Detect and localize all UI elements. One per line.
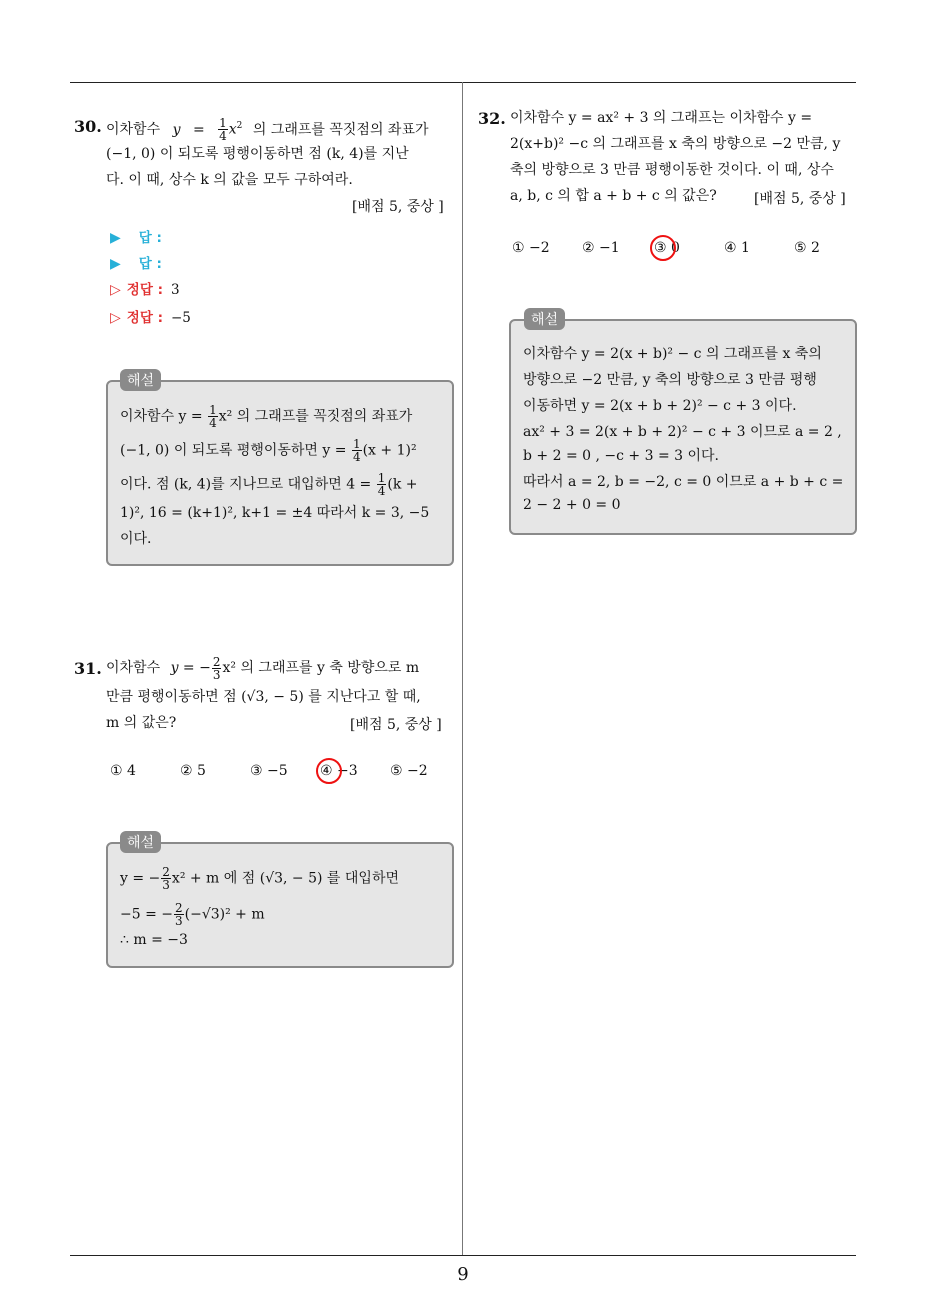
q32-line1: 이차함수 y = ax² + 3 의 그래프는 이차함수 y = <box>510 110 813 126</box>
q30-solution-box <box>106 380 454 566</box>
q30-line1-c: = <box>192 121 205 138</box>
q31-score: [배점 5, 중상 ] <box>350 717 442 733</box>
q30-answer-row-1 <box>110 226 162 246</box>
q30-correct-row-2 <box>110 306 191 326</box>
q32-answer-mark <box>650 235 676 261</box>
outline-triangle-icon: ▷ <box>110 310 121 326</box>
q31-line1: 이차함수 y = − $\frac{2}{3}$ x² 의 그래프를 y 축 방향으로 m <box>106 654 420 682</box>
q32-choice-1[interactable]: ① −2 <box>512 240 550 256</box>
q30-answer-row-2 <box>110 252 162 272</box>
q32-choice-4[interactable]: ④ 1 <box>724 240 750 256</box>
q31-solution-box <box>106 842 454 968</box>
q31-line3: m 의 값은? <box>106 715 177 731</box>
q32-line4: a, b, c 의 합 a + b + c 의 값은? <box>510 188 717 204</box>
q30-line3: 다. 이 때, 상수 k 의 값을 모두 구하여라. <box>106 172 353 188</box>
q31-sol-line3: ∴ m = −3 <box>120 932 188 948</box>
q32-sol-line2: 방향으로 −2 만큼, y 축의 방향으로 3 만큼 평행 <box>523 372 817 388</box>
q30-line2: (−1, 0) 이 되도록 평행이동하면 점 (k, 4)를 지난 <box>106 146 409 162</box>
q32-line2: 2(x+b)² −c 의 그래프를 x 축의 방향으로 −2 만큼, y <box>510 136 841 152</box>
column-divider <box>462 82 463 1255</box>
page-number: 9 <box>457 1264 469 1285</box>
q30-fraction: $\frac{1}{4}$ <box>219 116 227 144</box>
q30-line1 <box>106 113 456 143</box>
q30-line1-b: y <box>172 121 181 138</box>
q30-answer-label-2: 답 : <box>138 256 162 272</box>
q30-correct-label: 정답 : <box>126 282 163 298</box>
q32-sol-line1: 이차함수 y = 2(x + b)² − c 의 그래프를 x 축의 <box>523 346 822 362</box>
q30-correct-label-2: 정답 : <box>126 310 163 326</box>
q32-score: [배점 5, 중상 ] <box>754 191 846 207</box>
q30-sol-line3: 이다. 점 (k, 4)를 지나므로 대입하면 4 = $\frac{1}{4}$ (k + <box>120 471 418 498</box>
q31-choice-2[interactable]: ② 5 <box>180 763 206 779</box>
q30-sol-line2: (−1, 0) 이 되도록 평행이동하면 y = $\frac{1}{4}$ (x + 1)² <box>120 437 417 464</box>
q31-choice-4[interactable]: ④ −3 <box>320 763 358 779</box>
play-icon: ▶ <box>110 256 121 272</box>
q30-correct-value-1: 3 <box>170 282 180 298</box>
top-rule <box>70 82 856 83</box>
outline-triangle-icon: ▷ <box>110 282 121 298</box>
q30-line1-exp: 2 <box>236 121 243 131</box>
q30-sol-line4: 1)², 16 = (k+1)², k+1 = ±4 따라서 k = 3, −5 <box>120 505 430 521</box>
q30-answer-label: 답 : <box>138 230 162 246</box>
q32-choice-3[interactable]: ③ 0 <box>654 240 680 256</box>
q32-choice-2[interactable]: ② −1 <box>582 240 620 256</box>
q32-sol-line7: 2 − 2 + 0 = 0 <box>523 497 621 513</box>
q30-score: [배점 5, 중상 ] <box>352 199 444 215</box>
q30-line1-f: 의 그래프를 꼭짓점의 좌표가 <box>252 121 429 138</box>
q30-line1-a: 이차함수 <box>106 121 161 138</box>
q31-choice-5[interactable]: ⑤ −2 <box>390 763 428 779</box>
bottom-rule <box>70 1255 856 1256</box>
q32-choice-5[interactable]: ⑤ 2 <box>794 240 820 256</box>
q32-sol-line4: ax² + 3 = 2(x + b + 2)² − c + 3 이므로 a = 2 , <box>523 424 842 440</box>
q30-correct-value-2: −5 <box>170 310 191 326</box>
q32-sol-line3: 이동하면 y = 2(x + b + 2)² − c + 3 이다. <box>523 398 797 414</box>
q30-number: 30. <box>74 117 102 136</box>
q30-correct-row-1 <box>110 278 180 298</box>
q32-sol-line5: b + 2 = 0 , −c + 3 = 3 이다. <box>523 448 719 464</box>
q31-choice-1[interactable]: ① 4 <box>110 763 136 779</box>
q31-choices <box>110 763 450 783</box>
q32-number: 32. <box>478 109 506 128</box>
q31-choice-3[interactable]: ③ −5 <box>250 763 288 779</box>
q31-solution-tab: 해설 <box>120 831 161 853</box>
q30-sol-line1: 이차함수 y = $\frac{1}{4}$ x² 의 그래프를 꼭짓점의 좌표가 <box>120 403 413 430</box>
q30-solution-tab: 해설 <box>120 369 161 391</box>
q31-sol-line2: −5 = − $\frac{2}{3}$ (−√3)² + m <box>120 901 265 928</box>
q32-sol-line6: 따라서 a = 2, b = −2, c = 0 이므로 a + b + c = <box>523 474 844 490</box>
q32-solution-tab: 해설 <box>524 308 565 330</box>
q31-line2: 만큼 평행이동하면 점 (√3, − 5) 를 지난다고 할 때, <box>106 689 421 705</box>
q30-sol-line5: 이다. <box>120 531 152 547</box>
q30-line1-x: x <box>228 121 237 138</box>
q32-line3: 축의 방향으로 3 만큼 평행이동한 것이다. 이 때, 상수 <box>510 162 834 178</box>
q31-sol-line1: y = − $\frac{2}{3}$ x² + m 에 점 (√3, − 5) 를 대입하면 <box>120 865 399 892</box>
q32-solution-box <box>509 319 857 535</box>
q31-answer-mark <box>316 758 342 784</box>
play-icon: ▶ <box>110 230 121 246</box>
q31-number: 31. <box>74 659 102 678</box>
q32-choices <box>512 240 842 260</box>
